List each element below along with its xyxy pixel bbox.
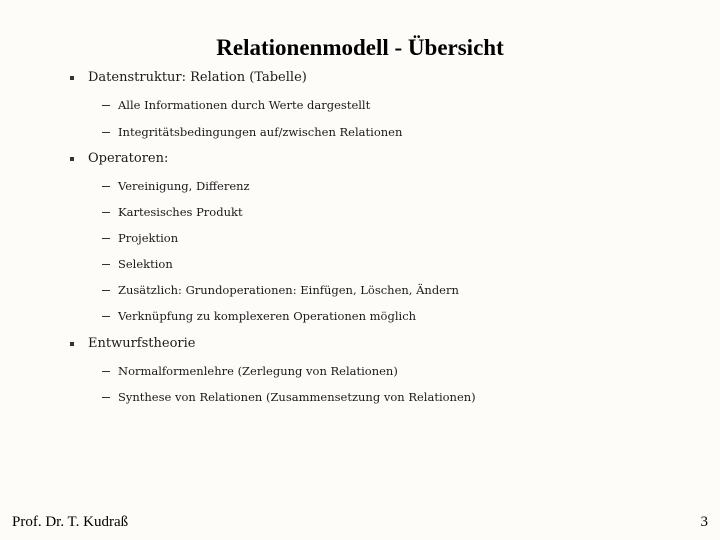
- sub-bullet-item: [118, 97, 370, 113]
- sub-bullet-text: Alle Informationen durch Werte dargestellt: [118, 98, 371, 112]
- slide-title: Relationenmodell - Übersicht: [216, 35, 504, 60]
- bullet-text: Datenstruktur: Relation (Tabelle): [88, 70, 307, 85]
- footer-author: Prof. Dr. T. Kudraß: [12, 514, 129, 530]
- sub-bullet-item: [118, 204, 243, 220]
- dash-bullet-icon: [102, 316, 110, 317]
- sub-bullet-text: Projektion: [118, 231, 179, 245]
- sub-bullet-text: Selektion: [118, 257, 173, 271]
- bullet-text: Operatoren:: [88, 151, 169, 166]
- sub-bullet-text: Synthese von Relationen (Zusammensetzung von Relationen): [118, 390, 476, 404]
- bullet-item-entwurfstheorie: [88, 335, 195, 353]
- sub-bullet-text: Normalformenlehre (Zerlegung von Relationen): [118, 364, 398, 378]
- dash-bullet-icon: [102, 186, 110, 187]
- sub-bullet-item: [118, 363, 398, 379]
- dash-bullet-icon: [102, 105, 110, 106]
- sub-bullet-item: [118, 282, 459, 298]
- page-number: 3: [700, 514, 708, 530]
- sub-bullet-text: Vereinigung, Differenz: [118, 179, 250, 193]
- sub-bullet-item: [118, 178, 250, 194]
- sub-bullet-item: [118, 308, 416, 324]
- sub-bullet-item: [118, 256, 173, 272]
- bullet-item-operatoren: [88, 150, 168, 168]
- sub-bullet-item: [118, 124, 402, 140]
- bullet-text: Entwurfstheorie: [88, 336, 196, 351]
- sub-bullet-item: [118, 389, 476, 405]
- square-bullet-icon: [70, 342, 74, 346]
- sub-bullet-item: [118, 230, 178, 246]
- sub-bullet-text: Kartesisches Produkt: [118, 205, 243, 219]
- bullet-item-datenstruktur: [88, 69, 307, 87]
- sub-bullet-text: Integritätsbedingungen auf/zwischen Relationen: [118, 125, 403, 139]
- dash-bullet-icon: [102, 264, 110, 265]
- sub-bullet-text: Verknüpfung zu komplexeren Operationen möglich: [118, 309, 417, 323]
- square-bullet-icon: [70, 157, 74, 161]
- dash-bullet-icon: [102, 397, 110, 398]
- dash-bullet-icon: [102, 371, 110, 372]
- square-bullet-icon: [70, 76, 74, 80]
- dash-bullet-icon: [102, 290, 110, 291]
- dash-bullet-icon: [102, 212, 110, 213]
- dash-bullet-icon: [102, 238, 110, 239]
- dash-bullet-icon: [102, 132, 110, 133]
- sub-bullet-text: Zusätzlich: Grundoperationen: Einfügen, Löschen, Ändern: [118, 283, 459, 297]
